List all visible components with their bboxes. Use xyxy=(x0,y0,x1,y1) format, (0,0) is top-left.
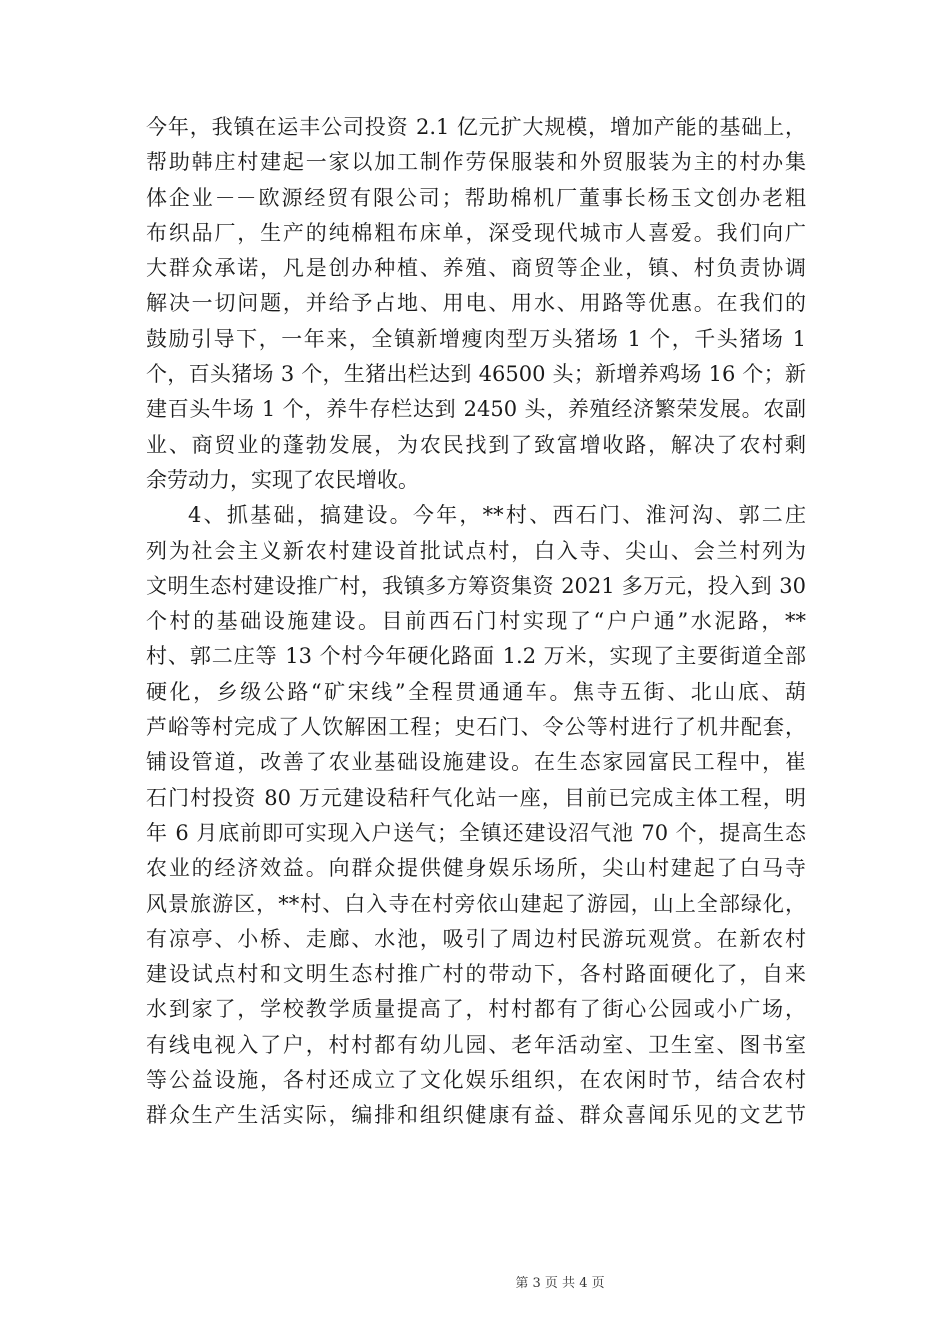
text-line: 有线电视入了户，村村都有幼儿园、老年活动室、卫生室、图书室 xyxy=(146,1032,806,1057)
text-line: 解决一切问题，并给予占地、用电、用水、用路等优惠。在我们的 xyxy=(146,291,806,316)
text-line: 石门村投资 80 万元建设秸秆气化站一座，目前已完成主体工程，明 xyxy=(146,785,806,810)
text-line: 群众生产生活实际，编排和组织健康有益、群众喜闻乐见的文艺节 xyxy=(146,1103,806,1128)
text-line: 体企业－－欧源经贸有限公司；帮助棉机厂董事长杨玉文创办老粗 xyxy=(146,185,806,210)
text-line: 建设试点村和文明生态村推广村的带动下，各村路面硬化了，自来 xyxy=(146,962,806,987)
text-line: 个村的基础设施建设。目前西石门村实现了“户户通”水泥路，** xyxy=(146,609,806,634)
page-number-footer: 第 3 页 共 4 页 xyxy=(515,1276,605,1291)
text-line: 农业的经济效益。向群众提供健身娱乐场所，尖山村建起了白马寺 xyxy=(146,856,806,881)
text-line: 硬化，乡级公路“矿宋线”全程贯通通车。焦寺五街、北山底、葫 xyxy=(146,679,806,704)
text-line: 村、郭二庄等 13 个村今年硬化路面 1.2 万米，实现了主要街道全部 xyxy=(146,644,806,669)
text-line: 业、商贸业的蓬勃发展，为农民找到了致富增收路，解决了农村剩 xyxy=(146,432,806,457)
text-line: 大群众承诺，凡是创办种植、养殖、商贸等企业，镇、村负责协调 xyxy=(146,256,806,281)
text-line: 有凉亭、小桥、走廊、水池，吸引了周边村民游玩观赏。在新农村 xyxy=(146,926,806,951)
text-line: 今年，我镇在运丰公司投资 2.1 亿元扩大规模，增加产能的基础上， xyxy=(146,115,806,139)
text-line: 布织品厂，生产的纯棉粗布床单，深受现代城市人喜爱。我们向广 xyxy=(146,220,806,245)
section-heading-line: 4、抓基础，搞建设。今年，**村、西石门、淮河沟、郭二庄 xyxy=(188,503,806,528)
text-line: 年 6 月底前即可实现入户送气；全镇还建设沼气池 70 个，提高生态 xyxy=(146,820,806,845)
text-line: 帮助韩庄村建起一家以加工制作劳保服装和外贸服装为主的村办集 xyxy=(146,150,806,175)
body-text xyxy=(146,110,806,1134)
text-line: 等公益设施，各村还成立了文化娱乐组织，在农闲时节，结合农村 xyxy=(146,1068,806,1093)
text-line: 余劳动力，实现了农民增收。 xyxy=(146,467,419,492)
text-line: 个，百头猪场 3 个，生猪出栏达到 46500 头；新增养鸡场 16 个；新 xyxy=(146,362,806,387)
text-line: 列为社会主义新农村建设首批试点村，白入寺、尖山、会兰村列为 xyxy=(146,538,806,563)
text-line: 建百头牛场 1 个，养牛存栏达到 2450 头，养殖经济繁荣发展。农副 xyxy=(146,397,806,422)
text-line: 水到家了，学校教学质量提高了，村村都有了街心公园或小广场， xyxy=(146,997,806,1022)
text-line: 鼓励引导下，一年来，全镇新增瘦肉型万头猪场 1 个，千头猪场 1 xyxy=(146,326,806,351)
text-line: 铺设管道，改善了农业基础设施建设。在生态家园富民工程中，崔 xyxy=(146,750,806,775)
text-line: 风景旅游区，**村、白入寺在村旁依山建起了游园，山上全部绿化， xyxy=(146,891,806,916)
text-line: 芦峪等村完成了人饮解困工程；史石门、令公等村进行了机井配套， xyxy=(146,715,806,740)
text-line: 文明生态村建设推广村，我镇多方筹资集资 2021 多万元，投入到 30 xyxy=(146,573,806,598)
